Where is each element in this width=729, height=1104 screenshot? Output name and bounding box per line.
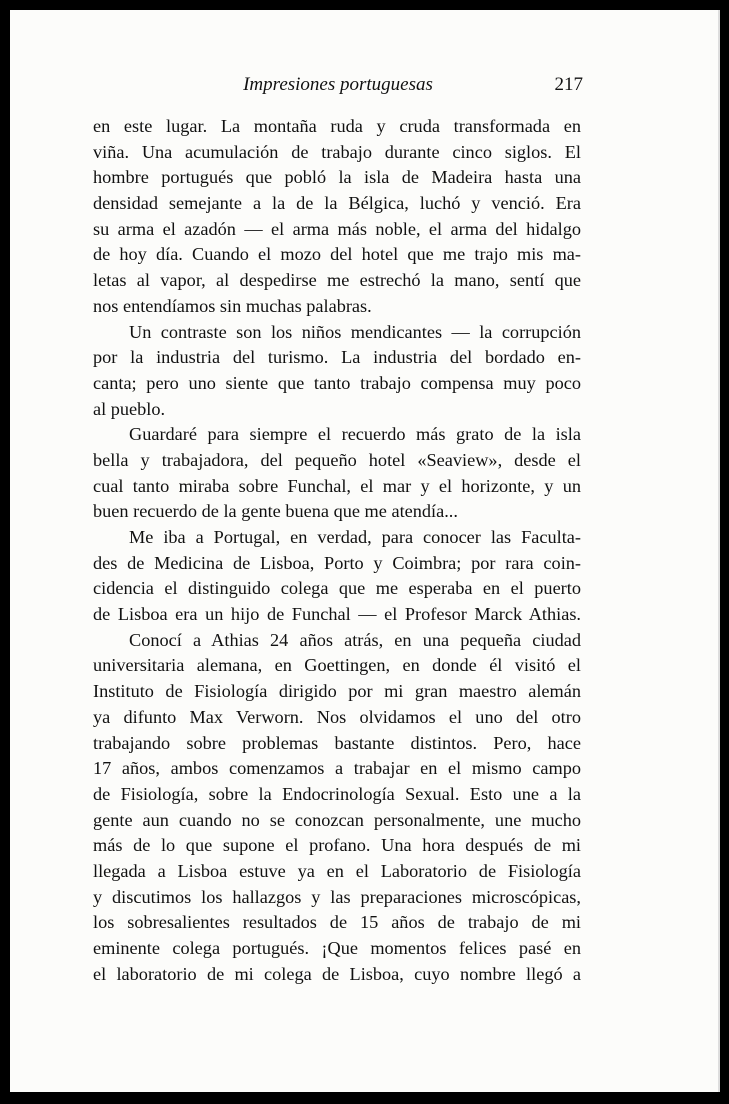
text-line: el laboratorio de mi colega de Lisboa, cuyo nombre llegó a [93, 963, 581, 984]
text-line: nos entendíamos sin muchas palabras. [93, 295, 372, 316]
text-line: des de Medicina de Lisboa, Porto y Coimbra; por rara coin- [93, 552, 581, 573]
text-line: por la industria del turismo. La industria del bordado en- [93, 347, 581, 368]
text-line: trabajando sobre problemas bastante distintos. Pero, hace [93, 732, 581, 753]
text-line: de hoy día. Cuando el mozo del hotel que me trajo mis ma- [93, 244, 581, 265]
page-number: 217 [554, 74, 583, 95]
text-line: Guardaré para siempre el recuerdo más grato de la isla [129, 424, 581, 445]
text-line: al pueblo. [93, 398, 166, 419]
text-line: más de lo que supone el profano. Una hora después de mi [93, 835, 581, 856]
text-line: hombre portugués que pobló la isla de Madeira hasta una [93, 167, 581, 188]
text-line: bella y trabajadora, del pequeño hotel «Seaview», desde el [93, 449, 581, 470]
text-line: Conocí a Athias 24 años atrás, en una pequeña ciudad [129, 629, 581, 650]
text-line: viña. Una acumulación de trabajo durante cinco siglos. El [93, 141, 581, 162]
text-line: buen recuerdo de la gente buena que me atendía... [93, 501, 458, 522]
text-line: 17 años, ambos comenzamos a trabajar en el mismo campo [93, 758, 581, 779]
book-page [10, 10, 720, 1092]
page-edge [718, 10, 720, 1092]
text-line: de Lisboa era un hijo de Funchal — el Profesor Marck Athias. [93, 604, 581, 625]
body-text [93, 114, 581, 987]
text-line: y discutimos los hallazgos y las preparaciones microscópicas, [93, 886, 581, 907]
text-line: universitaria alemana, en Goettingen, en donde él visitó el [93, 655, 581, 676]
text-line: canta; pero uno siente que tanto trabajo compensa muy poco [93, 372, 581, 393]
text-line: letas al vapor, al despedirse me estrechó la mano, sentí que [93, 270, 581, 291]
text-line: Un contraste son los niños mendicantes — la corrupción [129, 321, 581, 342]
running-title: Impresiones portuguesas [243, 74, 433, 95]
text-line: Me iba a Portugal, en verdad, para conocer las Faculta- [129, 527, 581, 547]
text-line: de Fisiología, sobre la Endocrinología Sexual. Esto une a la [93, 783, 581, 804]
text-line: ya difunto Max Verworn. Nos olvidamos el uno del otro [93, 706, 581, 727]
text-line: gente aun cuando no se conozcan personalmente, une mucho [93, 809, 581, 830]
text-line: en este lugar. La montaña ruda y cruda transformada en [93, 116, 581, 136]
text-line: eminente colega portugués. ¡Que momentos felices pasé en [93, 938, 581, 958]
text-line: cidencia el distinguido colega que me esperaba en el puerto [93, 578, 581, 599]
text-line: su arma el azadón — el arma más noble, el arma del hidalgo [93, 218, 581, 239]
text-line: Instituto de Fisiología dirigido por mi gran maestro alemán [93, 681, 581, 702]
text-line: los sobresalientes resultados de 15 años de trabajo de mi [93, 912, 581, 933]
text-line: densidad semejante a la de la Bélgica, luchó y venció. Era [93, 193, 581, 214]
page-header [93, 74, 583, 104]
text-line: cual tanto miraba sobre Funchal, el mar y el horizonte, y un [93, 475, 581, 496]
text-line: llegada a Lisboa estuve ya en el Laboratorio de Fisiología [93, 860, 581, 881]
